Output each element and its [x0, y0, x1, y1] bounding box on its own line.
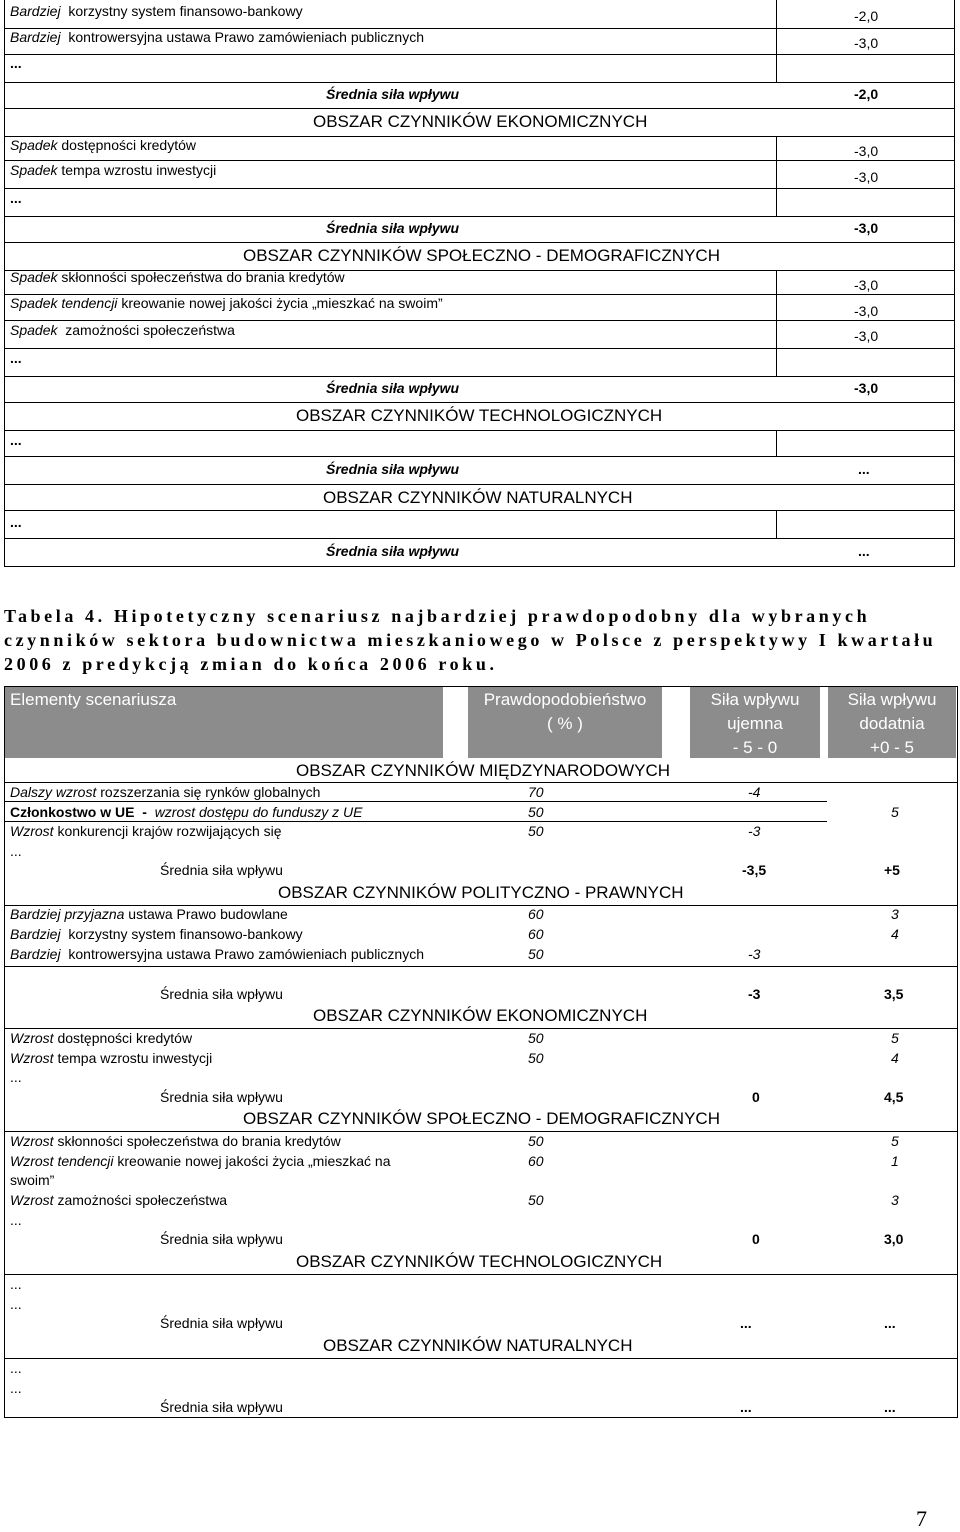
header-positive-line: dodatnia — [859, 714, 925, 733]
avg-value: -3,0 — [854, 380, 879, 396]
row-text-continued: swoim” — [10, 1172, 55, 1188]
soc-row — [10, 295, 443, 311]
section-title-social-main: OBSZAR CZYNNIKÓW SPOŁECZNO - DEMOGRAFICZNYCH — [243, 1109, 720, 1128]
row-text-italic: wzrost dostępu do funduszy z UE — [154, 804, 363, 820]
row-value: -3,0 — [854, 277, 879, 293]
avg-pos: ... — [884, 1315, 896, 1331]
row-prefix: Wzrost — [10, 823, 54, 839]
table-row — [10, 926, 303, 942]
pos-value: 5 — [891, 1133, 899, 1149]
avg-label: Średnia siła wpływu — [160, 986, 283, 1002]
neg-value: -3 — [748, 823, 761, 839]
pos-value: 5 — [891, 1030, 899, 1046]
table-row — [10, 1133, 341, 1149]
top-row-1 — [10, 3, 303, 19]
row-prefix: Spadek — [10, 322, 58, 338]
row-value: -3,0 — [854, 169, 879, 185]
neg-value: -3 — [748, 946, 761, 962]
row-prefix: Dalszy wzrost — [10, 784, 97, 800]
table-row — [10, 906, 288, 922]
pos-value: 4 — [891, 926, 899, 942]
row-prefix: Spadek tendencji — [10, 295, 118, 311]
avg-neg: ... — [740, 1315, 752, 1331]
row-dots: ... — [10, 1296, 22, 1312]
avg-label: Średnia siła wpływu — [326, 543, 460, 559]
caption-line-3: 2006 z predykcją zmian do końca 2006 roku. — [4, 654, 498, 674]
avg-label: Średnia siła wpływu — [326, 380, 460, 396]
econ-row — [10, 137, 196, 153]
soc-row — [10, 269, 345, 285]
row-prefix: Spadek — [10, 137, 58, 153]
header-positive-line: +0 - 5 — [870, 738, 914, 757]
section-title-economic: OBSZAR CZYNNIKÓW EKONOMICZNYCH — [313, 112, 648, 131]
row-text: kontrowersyjna ustawa Prawo zamówieniach publicznych — [68, 946, 424, 962]
section-title-natural-main: OBSZAR CZYNNIKÓW NATURALNYCH — [323, 1336, 633, 1355]
row-dots: ... — [10, 514, 22, 530]
soc-row — [10, 322, 235, 338]
row-dots: ... — [10, 1212, 22, 1228]
avg-label: Średnia siła wpływu — [326, 86, 460, 102]
row-prefix: Bardziej — [10, 29, 61, 45]
neg-value: -4 — [748, 784, 761, 800]
header-probability-line: Prawdopodobieństwo — [483, 690, 647, 709]
row-text: rozszerzania się rynków globalnych — [100, 784, 321, 800]
row-dots: ... — [10, 1360, 22, 1376]
page-number: 7 — [916, 1506, 927, 1531]
row-dots: ... — [10, 1276, 22, 1292]
section-title-economic-main: OBSZAR CZYNNIKÓW EKONOMICZNYCH — [313, 1006, 648, 1025]
avg-label: Średnia siła wpływu — [160, 1315, 283, 1331]
table-row — [10, 1153, 390, 1169]
caption-line-2: czynników sektora budownictwa mieszkaniowego w Polsce z perspektywy I kwartału — [4, 630, 937, 650]
avg-value: ... — [858, 543, 870, 559]
row-prefix: Wzrost — [10, 1050, 54, 1066]
prob-value: 60 — [528, 1153, 544, 1169]
header-probability-line: ( % ) — [547, 714, 583, 733]
table-row — [10, 1192, 227, 1208]
avg-label: Średnia siła wpływu — [160, 1089, 283, 1105]
caption-line-1: Tabela 4. Hipotetyczny scenariusz najbardziej prawdopodobny dla wybranych — [4, 606, 871, 626]
row-dots: ... — [10, 350, 22, 366]
table-row — [10, 823, 282, 839]
avg-pos: +5 — [884, 862, 900, 878]
row-prefix: Bardziej — [10, 3, 61, 19]
section-title-social: OBSZAR CZYNNIKÓW SPOŁECZNO - DEMOGRAFICZNYCH — [243, 246, 720, 265]
avg-label: Średnia siła wpływu — [160, 862, 283, 878]
row-dots: ... — [10, 1380, 22, 1396]
row-value: -3,0 — [854, 328, 879, 344]
prob-value: 50 — [528, 804, 544, 820]
row-value: -3,0 — [854, 143, 879, 159]
row-dots: ... — [10, 190, 22, 206]
econ-row — [10, 162, 216, 178]
row-dots: ... — [10, 432, 22, 448]
row-text: ustawa Prawo budowlane — [128, 906, 288, 922]
row-text: zamożności społeczeństwa — [65, 322, 235, 338]
row-prefix: Spadek — [10, 162, 58, 178]
prob-value: 50 — [528, 1050, 544, 1066]
row-prefix: Wzrost — [10, 1192, 54, 1208]
header-negative-line: Siła wpływu — [710, 690, 800, 709]
prob-value: 50 — [528, 946, 544, 962]
row-text: zamożności społeczeństwa — [57, 1192, 228, 1208]
header-probability — [468, 688, 662, 736]
avg-neg: 0 — [752, 1089, 760, 1105]
section-title-tech: OBSZAR CZYNNIKÓW TECHNOLOGICZNYCH — [296, 406, 663, 425]
prob-value: 70 — [528, 784, 544, 800]
avg-label: Średnia siła wpływu — [326, 220, 460, 236]
section-title-natural: OBSZAR CZYNNIKÓW NATURALNYCH — [323, 488, 633, 507]
row-text: dostępności kredytów — [61, 137, 197, 153]
avg-value: ... — [858, 461, 870, 477]
row-value: -2,0 — [854, 8, 879, 24]
row-text: korzystny system finansowo-bankowy — [68, 3, 303, 19]
avg-value: -2,0 — [854, 86, 879, 102]
row-text: skłonności społeczeństwa do brania kredytów — [61, 269, 345, 285]
row-text: dostępności kredytów — [57, 1030, 193, 1046]
avg-value: -3,0 — [854, 220, 879, 236]
row-dots: ... — [10, 55, 22, 71]
header-negative-line: - 5 - 0 — [732, 738, 778, 757]
row-value: -3,0 — [854, 35, 879, 51]
section-title-tech-main: OBSZAR CZYNNIKÓW TECHNOLOGICZNYCH — [296, 1252, 663, 1271]
pos-value: 4 — [891, 1050, 899, 1066]
header-positive-line: Siła wpływu — [847, 690, 937, 709]
row-prefix: Wzrost — [10, 1030, 54, 1046]
header-elements: Elementy scenariusza — [10, 690, 177, 709]
table-row — [10, 1050, 212, 1066]
prob-value: 50 — [528, 1030, 544, 1046]
prob-value: 50 — [528, 1192, 544, 1208]
prob-value: 50 — [528, 823, 544, 839]
row-text: kreowanie nowej jakości życia „mieszkać na swoim” — [121, 295, 443, 311]
row-prefix: Bardziej — [10, 946, 61, 962]
avg-neg: 0 — [752, 1231, 760, 1247]
table-row: Członkostwo w UE - wzrost dostępu do funduszy z UE — [10, 804, 363, 820]
pos-value: 1 — [891, 1153, 899, 1169]
row-prefix: Wzrost tendencji — [10, 1153, 114, 1169]
row-text: kontrowersyjna ustawa Prawo zamówieniach publicznych — [68, 29, 424, 45]
table-row — [10, 1030, 192, 1046]
avg-pos: 3,5 — [884, 986, 904, 1002]
row-value: -3,0 — [854, 303, 879, 319]
row-text: tempa wzrostu inwestycji — [61, 162, 217, 178]
avg-label: Średnia siła wpływu — [160, 1399, 283, 1415]
table-row — [10, 784, 320, 800]
avg-label: Średnia siła wpływu — [160, 1231, 283, 1247]
row-dots: ... — [10, 843, 22, 859]
row-text: konkurencji krajów rozwijających się — [57, 823, 282, 839]
avg-pos: 3,0 — [884, 1231, 904, 1247]
header-negative — [690, 688, 820, 760]
prob-value: 60 — [528, 906, 544, 922]
table-caption — [4, 604, 954, 676]
pos-value: 3 — [891, 906, 899, 922]
pos-value: 3 — [891, 1192, 899, 1208]
row-text: korzystny system finansowo-bankowy — [68, 926, 303, 942]
prob-value: 60 — [528, 926, 544, 942]
avg-neg: ... — [740, 1399, 752, 1415]
avg-neg: -3,5 — [742, 862, 767, 878]
header-negative-line: ujemna — [727, 714, 783, 733]
top-row-2 — [10, 29, 424, 45]
section-title-political: OBSZAR CZYNNIKÓW POLITYCZNO - PRAWNYCH — [278, 883, 684, 902]
avg-label: Średnia siła wpływu — [326, 461, 460, 477]
row-prefix: Wzrost — [10, 1133, 54, 1149]
row-text: tempa wzrostu inwestycji — [57, 1050, 213, 1066]
avg-neg: -3 — [748, 986, 761, 1002]
prob-value: 50 — [528, 1133, 544, 1149]
row-text: kreowanie nowej jakości życia „mieszkać na — [117, 1153, 391, 1169]
row-dots: ... — [10, 1069, 22, 1085]
section-title-international: OBSZAR CZYNNIKÓW MIĘDZYNARODOWYCH — [296, 761, 671, 780]
table-row — [10, 946, 424, 962]
row-prefix: Bardziej przyjazna — [10, 906, 125, 922]
pos-value: 5 — [891, 804, 899, 820]
header-positive — [828, 688, 956, 760]
row-text: skłonności społeczeństwa do brania kredytów — [57, 1133, 341, 1149]
avg-pos: ... — [884, 1399, 896, 1415]
row-prefix: Bardziej — [10, 926, 61, 942]
row-text: Członkostwo w UE — [10, 804, 135, 820]
avg-pos: 4,5 — [884, 1089, 904, 1105]
row-prefix: Spadek — [10, 269, 58, 285]
